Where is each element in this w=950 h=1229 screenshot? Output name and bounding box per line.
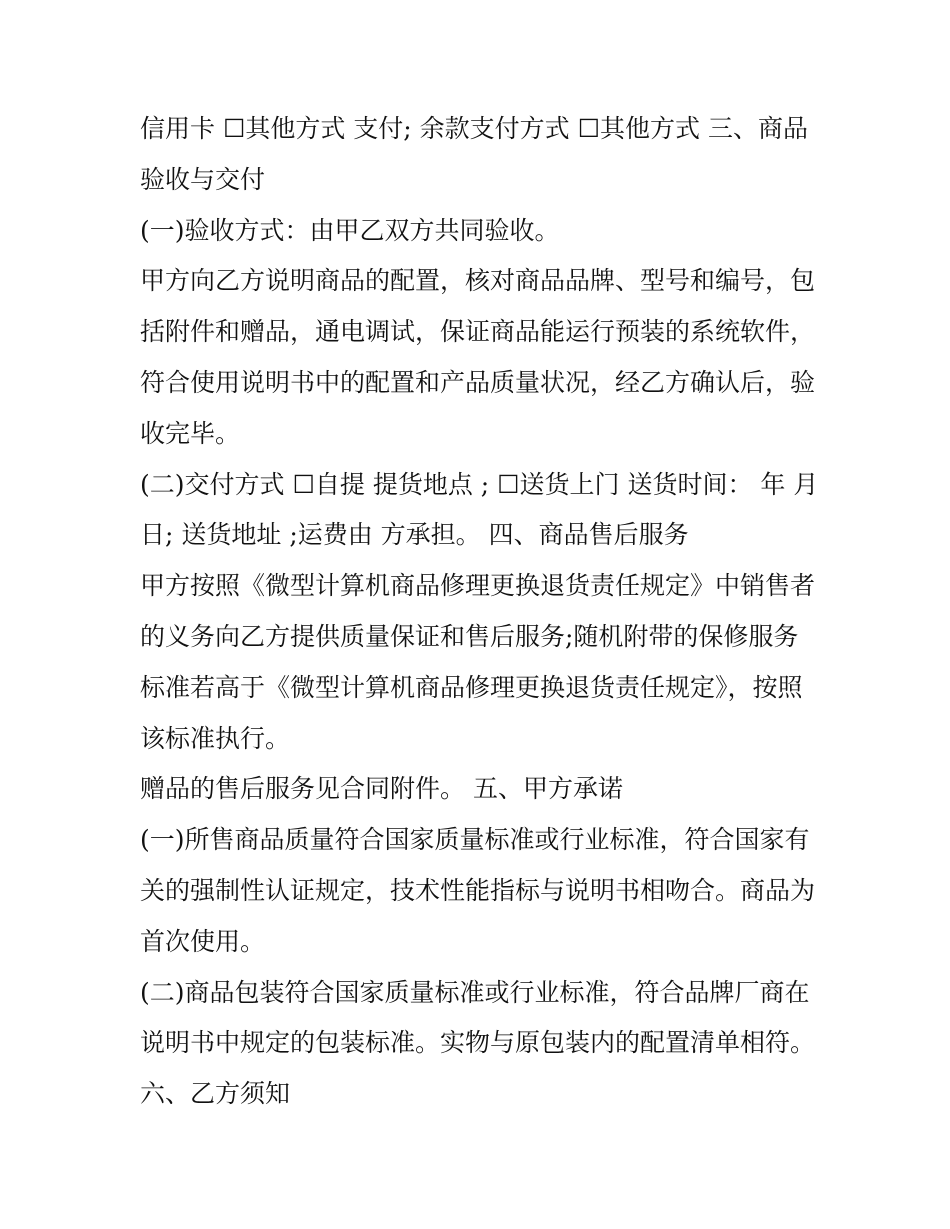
text-line: 收完毕。 (140, 418, 241, 448)
text-line: 括附件和赠品，通电调试，保证商品能运行预装的系统软件， (140, 317, 816, 347)
text-line: 标准若高于《微型计算机商品修理更换退货责任规定》，按照 (140, 672, 803, 702)
text-line: 甲方按照《微型计算机商品修理更换退货责任规定》中销售者 (140, 571, 816, 601)
text-line: 说明书中规定的包装标准。实物与原包装内的配置清单相符。 (140, 1028, 816, 1058)
text-line: (二)商品包装符合国家质量标准或行业标准，符合品牌厂商在 (140, 977, 810, 1007)
text-line: (一)验收方式：由甲乙双方共同验收。 (140, 215, 560, 245)
text-line: 赠品的售后服务见合同附件。 五、甲方承诺 (140, 774, 623, 804)
text-line: 该标准执行。 (140, 723, 291, 753)
text-line: 信用卡 ☐其他方式 支付; 余款支付方式 ☐其他方式 三、商品 (140, 114, 808, 143)
text-line: 验收与交付 (140, 164, 266, 194)
text-line: 日; 送货地址 ;运费由 方承担。 四、商品售后服务 (140, 520, 689, 550)
text-line: 关的强制性认证规定，技术性能指标与说明书相吻合。商品为 (140, 875, 816, 905)
text-line: 甲方向乙方说明商品的配置，核对商品品牌、型号和编号，包 (140, 266, 816, 296)
text-line: 六、乙方须知 (140, 1079, 291, 1109)
text-line: 首次使用。 (140, 926, 266, 956)
text-line: (一)所售商品质量符合国家质量标准或行业标准，符合国家有 (140, 825, 810, 855)
text-line: 符合使用说明书中的配置和产品质量状况，经乙方确认后，验 (140, 367, 816, 397)
contract-text (140, 104, 820, 1120)
text-line: (二)交付方式 ☐自提 提货地点 ; ☐送货上门 送货时间： 年 月 (140, 469, 819, 499)
text-line: 的义务向乙方提供质量保证和售后服务;随机附带的保修服务 (140, 621, 799, 651)
